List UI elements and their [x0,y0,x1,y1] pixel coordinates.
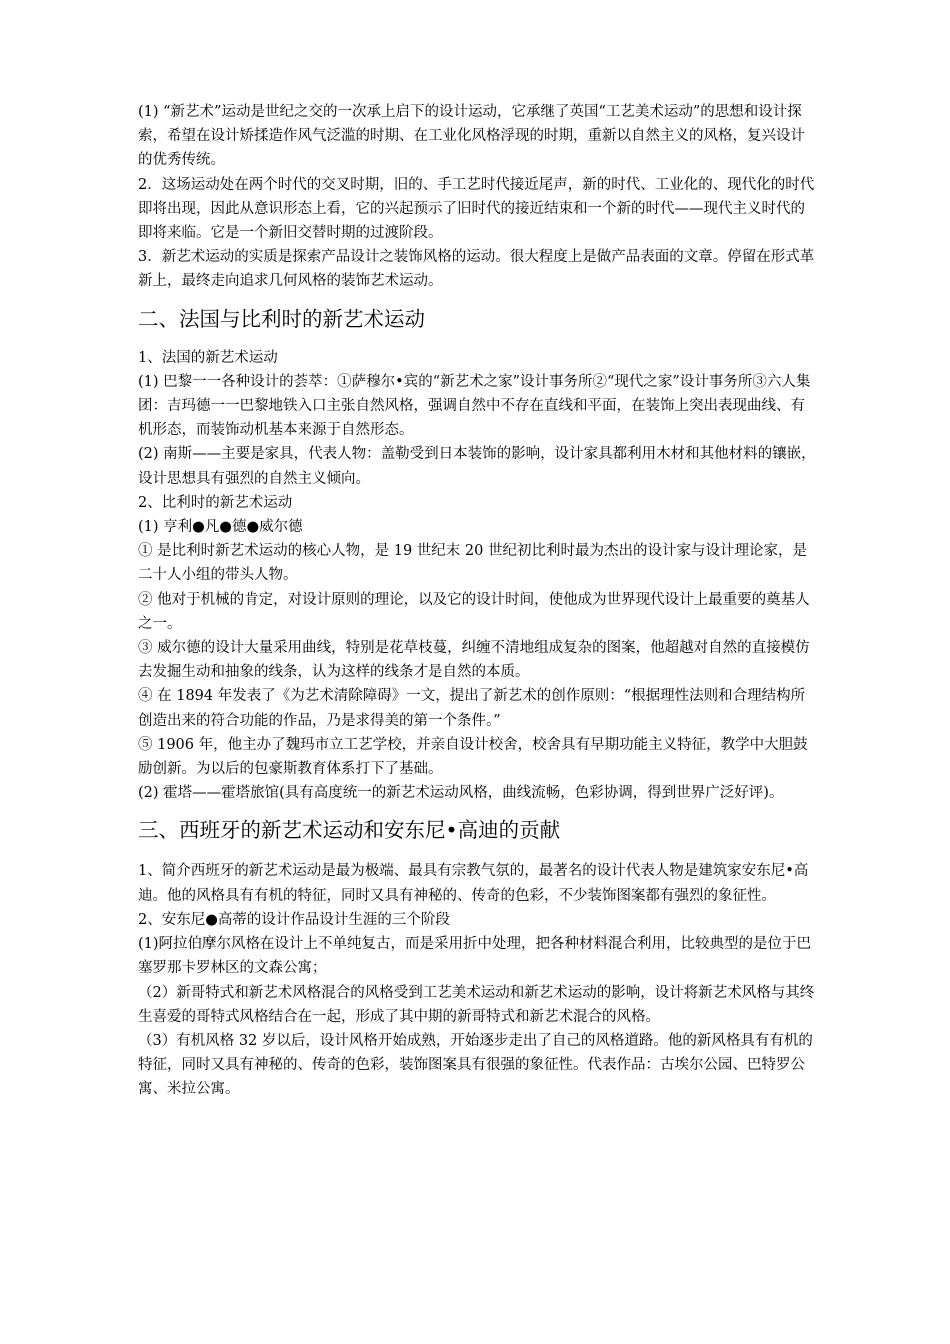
subheading: 1、法国的新艺术运动 [138,349,278,366]
list-item: ⑤ 1906 年，他主办了魏玛市立工艺学校，并亲自设计校舍，校舍具有早期功能主义特征，教学中大胆鼓励创新。为以后的包豪斯教育体系打下了基础。 [138,736,808,778]
list-item: ① 是比利时新艺术运动的核心人物，是 19 世纪末 20 世纪初比利时最为杰出的设计家与设计理论家，是二十人小组的带头人物。 [138,543,807,584]
section-heading: 二、法国与比利时的新艺术运动 [138,306,425,331]
paragraph: （2）新哥特式和新艺术风格混合的风格受到工艺美术运动和新艺术运动的影响，设计将新艺术风格与其终生喜爱的哥特式风格结合在一起，形成了其中期的新哥特式和新艺术混合的风格。 [138,984,815,1025]
list-item: ② 他对于机械的肯定，对设计原则的理论，以及它的设计时间，使他成为世界现代设计上最重要的奠基人之一。 [138,591,810,632]
paragraph: (1) 巴黎一一各种设计的荟萃：①萨穆尔•宾的“新艺术之家”设计事务所②“现代之家”设计事务所③六人集团：吉玛德一一巴黎地铁入口主张自然风格，强调自然中不存在直线和平面，在装饰上突出表现曲线、有机形态，而装饰动机基本来源于自然形态。 [138,373,811,439]
document-page [138,100,818,1102]
section-1 [138,100,818,294]
list-item: ④ 在 1894 年发表了《为艺术清除障碍》一文，提出了新艺术的创作原则：“根据理性法则和合理结构所创造出来的符合功能的作品，乃是求得美的第一个条件。” [138,688,806,729]
section-3 [138,815,818,1101]
paragraph: (2) 霍塔——霍塔旅馆(具有高度统一的新艺术运动风格，曲线流畅，色彩协调，得到世界广泛好评)。 [138,785,784,802]
paragraph: (1)阿拉伯摩尔风格在设计上不单纯复古，而是采用折中处理，把各种材料混合利用，比较典型的是位于巴塞罗那卡罗林区的文森公寓； [138,936,812,977]
paragraph: （3）有机风格 32 岁以后，设计风格开始成熟，开始逐步走出了自己的风格道路。他的新风格具有有机的特征，同时又具有神秘的、传奇的色彩，装饰图案具有很强的象征性。代表作品：古埃尔公园、巴特罗公寓、米拉公寓。 [138,1032,813,1098]
section-heading: 三、西班牙的新艺术运动和安东尼•高迪的贡献 [138,818,561,843]
paragraph: (1) “新艺术”运动是世纪之交的一次承上启下的设计运动，它承继了英国“工艺美术运动”的思想和设计探索，希望在设计矫揉造作风气泛滥的时期、在工业化风格浮现的时期，重新以自然主义的风格，复兴设计的优秀传统。 [138,104,805,169]
subheading: 2、比利时的新艺术运动 [138,494,293,511]
paragraph: 1、简介西班牙的新艺术运动是最为极端、最具有宗教气氛的，最著名的设计代表人物是建筑家安东尼•高迪。他的风格具有有机的特征，同时又具有神秘的、传奇的色彩，不少装饰图案都有强烈的象征性。 [138,863,809,904]
section-2 [138,304,818,806]
list-item: ③ 威尔德的设计大量采用曲线，特别是花草枝蔓，纠缠不清地组成复杂的图案，他超越对自然的直接模仿去发掘生动和抽象的线条，认为这样的线条才是自然的本质。 [138,640,810,681]
paragraph: (1) 亨利●凡●德●威尔德 [138,519,303,536]
subheading: 2、安东尼●高蒂的设计作品设计生涯的三个阶段 [138,911,450,928]
paragraph: 2．这场运动处在两个时代的交叉时期，旧的、手工艺时代接近尾声，新的时代、工业化的、现代化的时代即将出现，因此从意识形态上看，它的兴起预示了旧时代的接近结束和一个新的时代——现代主义时代的即将来临。它是一个新旧交替时期的过渡阶段。 [138,176,815,242]
paragraph: 3．新艺术运动的实质是探索产品设计之装饰风格的运动。很大程度上是做产品表面的文章。停留在形式革新上，最终走向追求几何风格的装饰艺术运动。 [138,249,815,290]
paragraph: (2) 南斯——主要是家具，代表人物：盖勒受到日本装饰的影响，设计家具都利用木材和其他材料的镶嵌，设计思想具有强烈的自然主义倾向。 [138,446,816,487]
